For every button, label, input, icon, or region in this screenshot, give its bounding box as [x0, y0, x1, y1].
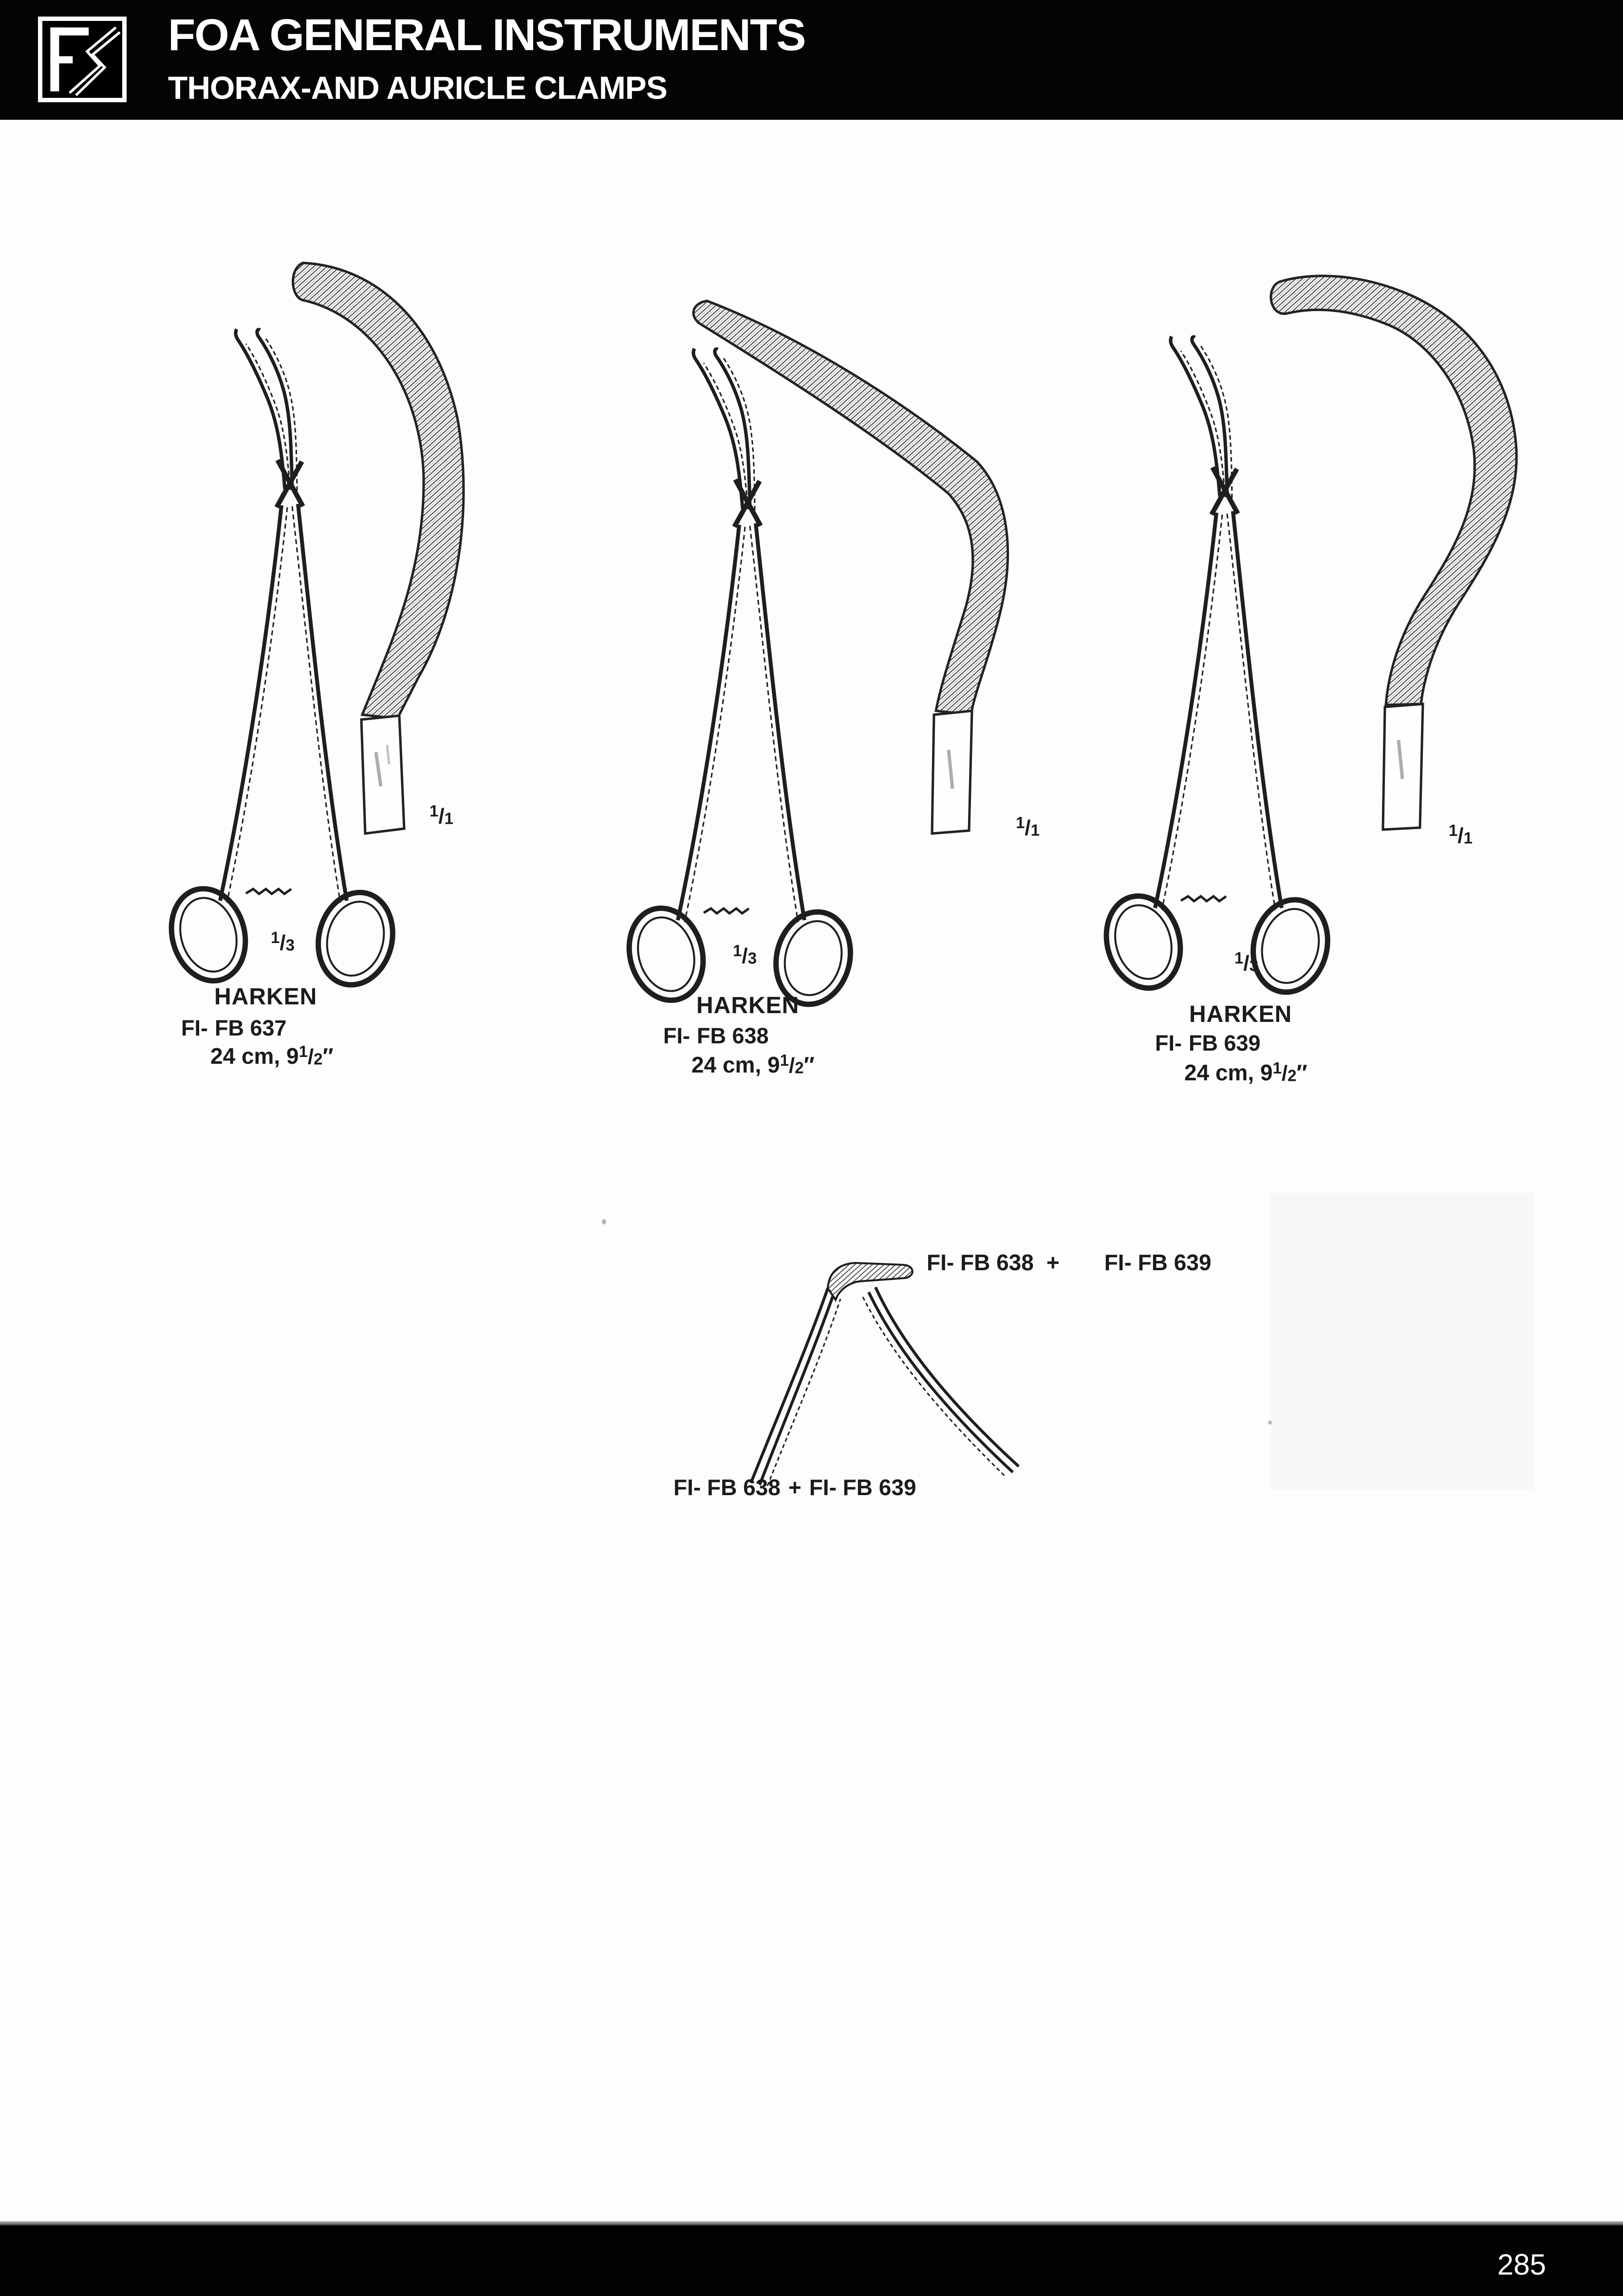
product-size-638: 24 cm, $9^1/2''$: [691, 1052, 815, 1077]
forceps-drawing-639: [1096, 336, 1337, 1000]
forceps-drawing-638: [618, 349, 860, 1012]
fs-monogram-icon-art: [42, 21, 122, 98]
scale-marker-jaw-637: $^1$/1: [429, 802, 453, 828]
product-code-639: FI- FB 639: [1155, 1031, 1261, 1055]
product-code-638: FI- FB 638: [663, 1023, 769, 1048]
product-size-639: 24 cm, $9^1/2''$: [1184, 1059, 1307, 1085]
product-name-638: HARKEN: [696, 993, 800, 1018]
product-name-639: HARKEN: [1189, 1001, 1292, 1027]
page-header: [0, 0, 1623, 120]
instrument-639-illustration: [1081, 258, 1548, 1037]
footer-divider: [0, 2221, 1623, 2225]
combination-label-top: FI- FB 638 + FI- FB 639: [927, 1250, 1212, 1275]
instrument-638-illustration: [599, 253, 1037, 1032]
page-footer: [0, 2225, 1623, 2296]
jaw-profile-drawing-639: [1271, 276, 1516, 830]
scale-marker-instrument-639: $^1$/3: [1234, 949, 1258, 975]
scale-marker-instrument-637: $^1$/3: [271, 929, 295, 955]
product-code-637: FI- FB 637: [181, 1016, 287, 1040]
section-title: THORAX-AND AURICLE CLAMPS: [168, 70, 667, 106]
jaw-profile-drawing-638: [693, 301, 1008, 833]
scan-speck: [602, 1219, 606, 1224]
instrument-637-illustration: [141, 229, 589, 1018]
brand-title: FOA GENERAL INSTRUMENTS: [168, 10, 805, 60]
scan-artifact-rectangle: [1271, 1193, 1534, 1490]
page-number: 285: [1497, 2248, 1546, 2281]
product-name-637: HARKEN: [214, 984, 317, 1010]
scale-marker-jaw-638: $^1$/1: [1016, 814, 1040, 840]
scan-speck: [1268, 1421, 1272, 1425]
combination-label-bottom: FI- FB 638 + FI- FB 639: [673, 1475, 916, 1500]
scale-marker-instrument-638: $^1$/3: [733, 942, 757, 968]
fs-monogram-icon: [38, 17, 127, 102]
scale-marker-jaw-639: $^1$/1: [1449, 822, 1473, 848]
forceps-drawing-637: [161, 329, 402, 993]
product-size-637: 24 cm, $9^1/2''$: [210, 1043, 334, 1069]
